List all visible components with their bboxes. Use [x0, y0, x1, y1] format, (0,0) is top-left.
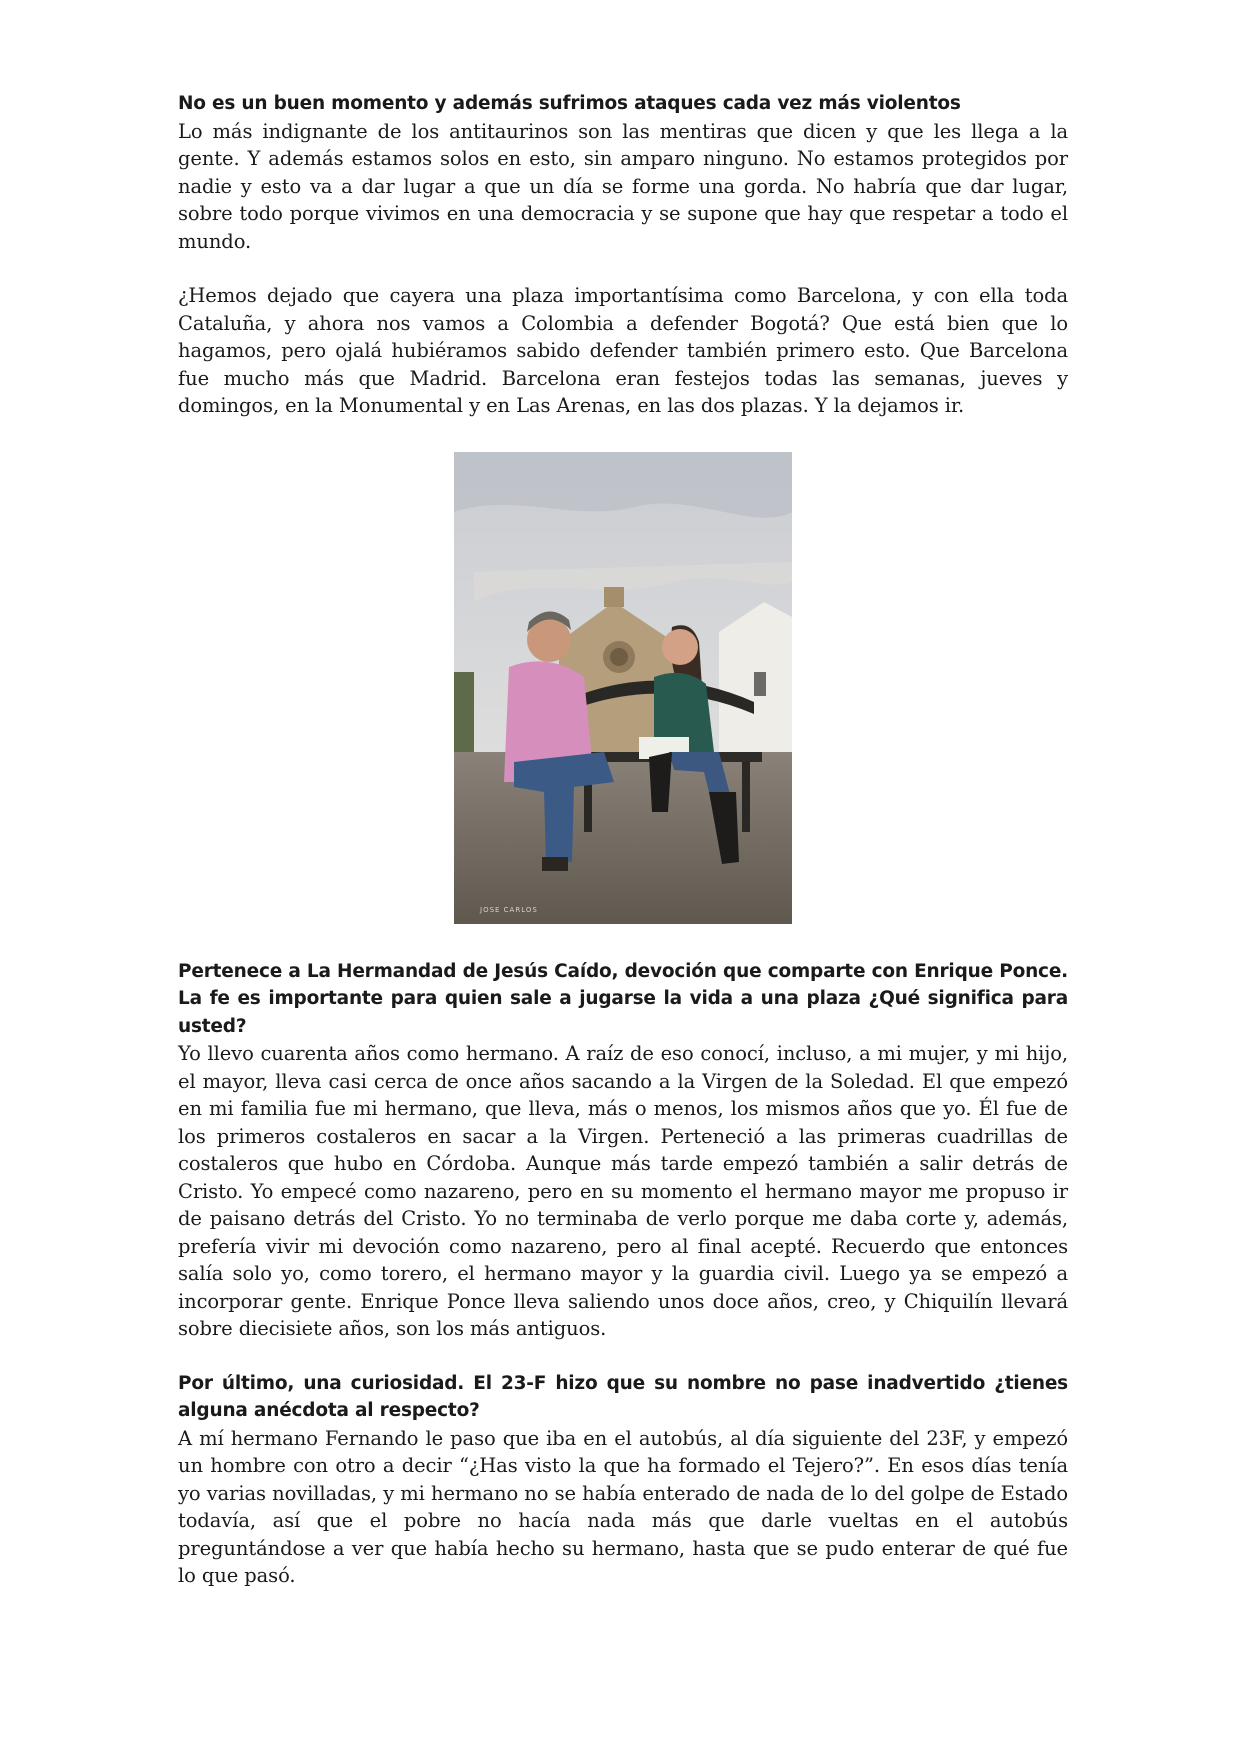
- interview-photo: [454, 452, 792, 924]
- photo-credit: JOSE CARLOS: [480, 905, 538, 914]
- question-heading: Pertenece a La Hermandad de Jesús Caído, devoción que comparte con Enrique Ponce. La fe es importante para quien sale a jugarse la vida a una plaza ¿Qué significa para usted?: [178, 960, 1068, 1037]
- article-page: [178, 90, 1068, 1590]
- question-heading: Por último, una curiosidad. El 23-F hizo que su nombre no pase inadvertido ¿tienes alguna anécdota al respecto?: [178, 1372, 1068, 1421]
- answer-paragraph: Yo llevo cuarenta años como hermano. A raíz de eso conocí, incluso, a mi mujer, y mi hijo, el mayor, lleva casi cerca de once años sacando a la Virgen de la Soledad. El que empezó en mi familia fue mi hermano, que lleva, más o menos, los mismos años que yo. Él fue de los primeros costaleros en sacar a la Virgen. Perteneció a las primeras cuadrillas de costaleros que hubo en Córdoba. Aunque más tarde empezó también a salir detrás de Cristo. Yo empecé como nazareno, pero en su momento el hermano mayor me propuso ir de paisano detrás del Cristo. Yo no terminaba de verlo porque me daba corte y, además, prefería vivir mi devoción como nazareno, pero al final acepté. Recuerdo que entonces salía solo yo, como torero, el hermano mayor y la guardia civil. Luego ya se empezó a incorporar gente. Enrique Ponce lleva saliendo unos doce años, creo, y Chiquilín llevará sobre diecisiete años, son los más antiguos.: [178, 1042, 1068, 1340]
- answer-paragraph: Lo más indignante de los antitaurinos son las mentiras que dicen y que les llega a la gente. Y además estamos solos en esto, sin amparo ninguno. No estamos protegidos por nadie y esto va a dar lugar a que un día se forme una gorda. No habría que dar lugar, sobre todo porque vivimos en una democracia y se supone que hay que respetar a todo el mundo.: [178, 119, 1068, 253]
- question-heading: No es un buen momento y además sufrimos ataques cada vez más violentos: [178, 93, 961, 114]
- answer-paragraph: ¿Hemos dejado que cayera una plaza importantísima como Barcelona, y con ella toda Cataluña, y ahora nos vamos a Colombia a defender Bogotá? Que está bien que lo hagamos, pero ojalá hubiéramos sabido defender también primero esto. Que Barcelona fue mucho más que Madrid. Barcelona eran festejos todas las semanas, jueves y domingos, en la Monumental y en Las Arenas, en las dos plazas. Y la dejamos ir.: [178, 284, 1068, 417]
- answer-paragraph: A mí hermano Fernando le paso que iba en el autobús, al día siguiente del 23F, y empezó un hombre con otro a decir “¿Has visto la que ha formado el Tejero?”. En esos días tenía yo varias novilladas, y mi hermano no se había enterado de nada de lo del golpe de Estado todavía, así que el pobre no hacía nada más que darle vueltas en el autobús preguntándose a ver que había hecho su hermano, hasta que se pudo enterar de qué fue lo que pasó.: [178, 1426, 1068, 1587]
